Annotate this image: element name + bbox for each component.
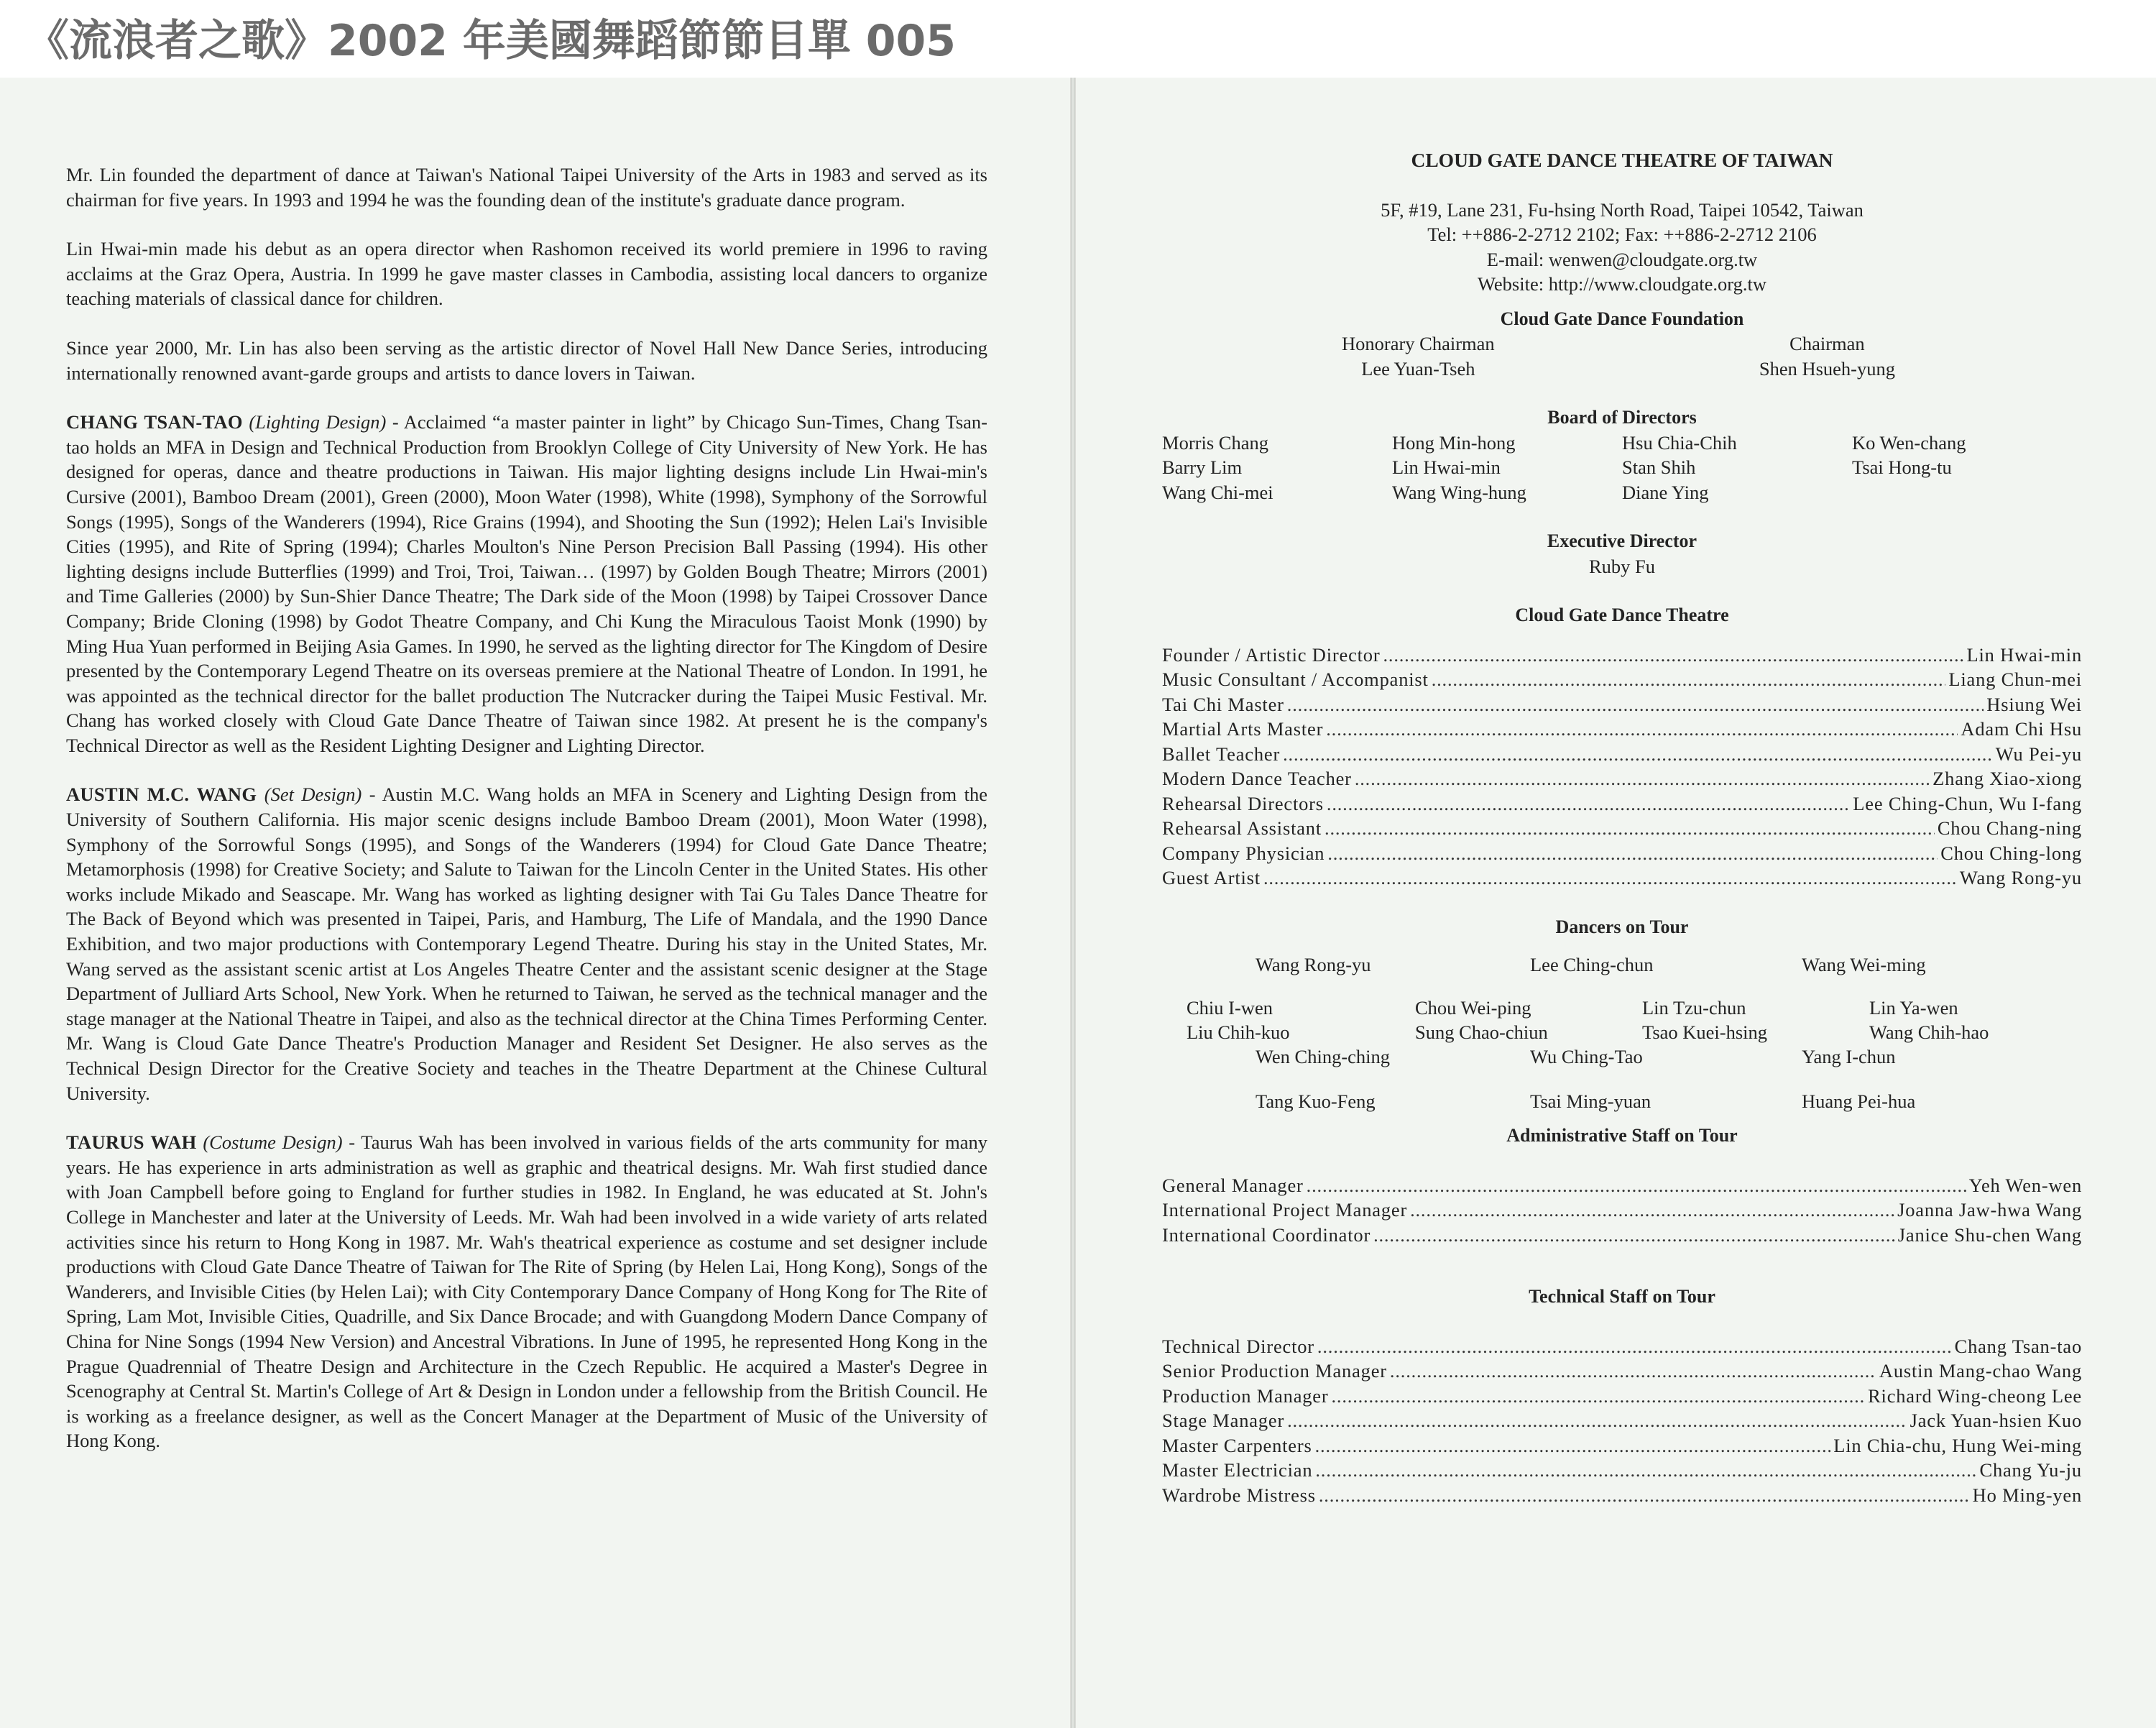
org-name: CLOUD GATE DANCE THEATRE OF TAIWAN [1411,149,1833,171]
dancer-name: Wu Ching-Tao [1530,1046,1643,1067]
board-member: Barry Lim [1162,456,1243,478]
intro-paragraph: Mr. Lin founded the department of dance at Taiwan's National Taipei University of the Arts in 1983 and served as its chairman for five years. In 1993 and 1994 he was the founding dean of the institute's graduate dance program. [66,164,987,211]
dancer-name: Tsai Ming-yuan [1530,1090,1651,1112]
dancer-name: Lin Ya-wen [1869,997,1958,1019]
board-member: Hong Min-hong [1392,431,1516,454]
role-name: Zhang Xiao-xiong [1932,768,2082,789]
board-member: Tsai Hong-tu [1852,456,1952,478]
dancers-list [1162,939,2082,1123]
bio-role: (Lighting Design) [249,411,387,433]
right-column [1162,148,2082,1507]
role-row [1162,1433,2082,1458]
role-row [1162,1384,2082,1409]
left-page [0,78,1071,1728]
dancer-name: Yang I-chun [1802,1046,1896,1067]
role-name: Hsiung Wei [1986,693,2082,715]
email-line: E-mail: wenwen@cloudgate.org.tw [1486,248,1758,270]
chairman [1759,331,1895,381]
role-title: Senior Production Manager [1162,1360,1387,1382]
role-name: Chang Tsan-tao [1954,1335,2082,1357]
theatre-roles [1162,643,2082,891]
role-name: Wu Pei-yu [1995,743,2082,765]
role-name: Jack Yuan-hsien Kuo [1909,1410,2082,1431]
technical-heading: Technical Staff on Tour [1529,1286,1715,1307]
admin-heading: Administrative Staff on Tour [1506,1125,1738,1146]
role-title: Founder / Artistic Director [1162,643,1381,666]
role-title: Stage Manager [1162,1410,1285,1431]
dancer-name: Wang Rong-yu [1256,954,1371,975]
dancer-name: Huang Pei-hua [1802,1090,1916,1112]
role-name: Chou Ching-long [1940,842,2082,864]
left-column [66,162,987,1478]
role-name: Lin Chia-chu, Hung Wei-ming [1833,1434,2082,1456]
board-member: Wang Chi-mei [1162,481,1273,503]
role-row [1162,1173,2082,1198]
role-row [1162,717,2082,742]
role-row [1162,766,2082,791]
bio-name: AUSTIN M.C. WANG [66,783,257,806]
board-member: Wang Wing-hung [1392,481,1526,503]
dancer-name: Chou Wei-ping [1415,997,1531,1019]
phone-line: Tel: ++886-2-2712 2102; Fax: ++886-2-2712 2106 [1427,224,1817,245]
role-name: Joanna Jaw-hwa Wang [1897,1199,2082,1221]
bio-role: (Set Design) [264,783,362,806]
role-name: Wang Rong-yu [1959,867,2082,888]
bio-text: - Taurus Wah has been involved in various fields of the arts community for many years. He has experience in arts administration as well as graphic and theatrical designs. Mr. Wah first studied dance with Joan Campbell before going to England for further studies in 1982. In England, he was educated at St. John's College in Manchester and later at the University of Leeds. Mr. Wah had been involved in a wide variety of arts related activities since his return to Hong Kong in 1987. Mr. Wah's theatrical experience as costume and set designer include productions with Cloud Gate Dance Theatre of Taiwan for The Rite of Spring (by Helen Lai, Hong Kong), Songs of the Wanderers, and Invisible Cities (by Helen Lai); with City Contemporary Dance Company of Hong Kong for The Rite of Spring, Lam Mot, Invisible Cities, Quadrille, and Six Dance Brocade; and with Guangdong Modern Dance Company of China for Nine Songs (1994 New Version) and Ancestral Vibrations. In June of 1995, he represented Hong Kong in the Prague Quadrennial of Theatre Design and Architecture in the Czech Republic. He acquired a Master's Degree in Scenography at Central St. Martin's College of Art & Design in London under a fellowship from the British Council. He is working as a freelance designer, as well as the Concert Manager at the Department of Music of the University of Hong Kong. [66,1131,987,1452]
role-name: Lin Hwai-min [1966,643,2082,666]
role-row [1162,816,2082,841]
role-title: Wardrobe Mistress [1162,1484,1316,1506]
role-name: Austin Mang-chao Wang [1879,1360,2082,1382]
executive-heading: Executive Director [1547,530,1697,551]
role-row [1162,1408,2082,1433]
role-row [1162,692,2082,717]
theatre-heading: Cloud Gate Dance Theatre [1515,605,1729,625]
dancer-name: Wang Chih-hao [1869,1021,1989,1043]
foundation-officers [1162,331,2082,381]
role-title: Master Carpenters [1162,1434,1312,1456]
document-title: 《流浪者之歌》2002 年美國舞蹈節節目單 005 [26,16,957,66]
role-row [1162,791,2082,817]
role-name: Chang Yu-ju [1979,1459,2082,1481]
role-row [1162,742,2082,767]
intro-paragraph: Since year 2000, Mr. Lin has also been serving as the artistic director of Novel Hall New Dance Series, introducing internationally renowned avant-garde groups and artists to dance lovers in Taiwan. [66,336,987,384]
role-name: Yeh Wen-wen [1968,1174,2082,1196]
officer-name: Lee Yuan-Tseh [1361,357,1475,380]
executive-name: Ruby Fu [1588,555,1656,577]
role-title: Guest Artist [1162,867,1261,888]
role-title: Ballet Teacher [1162,743,1281,765]
foundation-heading: Cloud Gate Dance Foundation [1500,308,1744,329]
officer-name: Shen Hsueh-yung [1759,357,1895,380]
role-row [1162,643,2082,668]
intro-paragraph: Lin Hwai-min made his debut as an opera director when Rashomon received its world premiere in 1996 to raving acclaims at the Graz Opera, Austria. In 1999 he gave master classes in Cambodia, assisting local dancers to organize teaching materials of classical dance for children. [66,238,987,310]
right-page [1075,78,2156,1728]
role-title: Martial Arts Master [1162,718,1324,740]
role-name: Adam Chi Hsu [1961,718,2082,740]
board-members [1162,431,2082,505]
technical-roles [1162,1334,2082,1508]
board-heading: Board of Directors [1547,407,1697,428]
role-title: International Coordinator [1162,1223,1371,1246]
role-row [1162,1334,2082,1359]
role-title: Rehearsal Assistant [1162,817,1322,839]
role-row [1162,1198,2082,1223]
role-title: International Project Manager [1162,1199,1408,1221]
bio-role: (Costume Design) [203,1131,343,1154]
role-title: General Manager [1162,1174,1304,1196]
role-name: Liang Chun-mei [1948,668,2082,690]
dancer-name: Tang Kuo-Feng [1256,1090,1376,1112]
role-title: Rehearsal Directors [1162,792,1324,814]
role-row [1162,667,2082,692]
dancer-name: Tsao Kuei-hsing [1642,1021,1768,1043]
bio-austin-wang [66,782,987,1106]
role-row [1162,1458,2082,1483]
role-name: Ho Ming-yen [1972,1484,2082,1506]
role-title: Master Electrician [1162,1459,1313,1481]
role-title: Modern Dance Teacher [1162,768,1352,789]
role-name: Janice Shu-chen Wang [1897,1223,2082,1246]
dancer-name: Sung Chao-chiun [1415,1021,1548,1043]
admin-roles [1162,1173,2082,1248]
dancer-name: Liu Chih-kuo [1187,1021,1290,1043]
role-row [1162,841,2082,866]
role-row [1162,1223,2082,1248]
bio-chang-tsan-tao [66,410,987,758]
board-member: Stan Shih [1622,456,1696,478]
bio-text: - Austin M.C. Wang holds an MFA in Scenery and Lighting Design from the University of Southern California. His major scenic designs include Bamboo Dream (2001), Moon Water (1998), Symphony of the Sorrowful Songs (1995), and Songs of the Wanderers (1994) for Cloud Gate Dance Theatre; Metamorphosis (1998) for Creative Society; and Salute to Taiwan for the Lincoln Center in the United States. His other works include Mikado and Seascape. Mr. Wang has worked as lighting designer with Tai Gu Tales Dance Theatre for The Back of Beyond which was presented in Taipei, Paris, and Hamburg, The Life of Mandala, and the 1990 Dance Exhibition, and two major productions with Contemporary Legend Theatre. During his stay in the United States, Mr. Wang served as the assistant scenic artist at Los Angeles Theatre Center and the assistant scenic designer at the Stage Department of Julliard Arts School, New York. When he returned to Taiwan, he served as the technical manager and the stage manager at the National Theatre in Taipei, and also as the technical director at the China Times Performing Center. Mr. Wang is Cloud Gate Dance Theatre's Production Manager and Resident Set Designer. He also serves as the Technical Design Director for the Creative Society and teaches in the Theatre Department at the Chinese Cultural University. [66,783,988,1104]
bio-text: - Acclaimed “a master painter in light” by Chicago Sun-Times, Chang Tsan-tao holds an MFA in Design and Technical Production from Brooklyn College of City University of New York. He has designed for operas, dance and theatre productions in Taiwan. His major lighting designs include Lin Hwai-min's Cursive (2001), Bamboo Dream (2001), Green (2000), Moon Water (1998), White (1998), Symphony of the Sorrowful Songs (1995), Songs of the Wanderers (1994), Rice Grains (1994), and Shooting the Sun (1992); Helen Lai's Invisible Cities (1995), and Rite of Spring (1994); Charles Moulton's Nine Person Precision Ball Passing (1994). His other lighting designs include Butterflies (1999) and Troi, Troi, Taiwan… (1997) by Golden Bough Theatre; Mirrors (2001) and Time Galleries (2000) by Sun-Shier Dance Theatre; The Dark side of the Moon (1998) by Taipei Crossover Dance Company; Bride Cloning (1998) by Godot Theatre Company, and Chi Kung the Miraculous Taoist Monk (1990) by Ming Hua Yuan performed in Beijing Asia Games. In 1990, he served as the lighting director for The Kingdom of Desire presented by the Contemporary Legend Theatre on its overseas premiere at the National Theatre of London. In 1991, he was appointed as the technical director for the ballet production The Nutcracker during the Taipei Music Festival. Mr. Chang has worked closely with Cloud Gate Dance Theatre of Taiwan since 1982. At present he is the company's Technical Director as well as the Resident Lighting Designer and Lighting Director. [66,411,988,756]
honorary-chairman [1342,331,1495,381]
bio-name: CHANG TSAN-TAO [66,411,243,433]
role-title: Music Consultant / Accompanist [1162,668,1429,690]
dancer-name: Wang Wei-ming [1802,954,1926,975]
role-name: Chou Chang-ning [1937,817,2082,839]
role-title: Production Manager [1162,1384,1329,1407]
role-row [1162,865,2082,891]
role-title: Company Physician [1162,842,1325,864]
dancer-name: Wen Ching-ching [1256,1046,1391,1067]
website-line: Website: http://www.cloudgate.org.tw [1478,273,1766,295]
board-member: Morris Chang [1162,431,1268,454]
role-title: Technical Director [1162,1335,1314,1357]
dancer-name: Chiu I-wen [1187,997,1273,1019]
role-row [1162,1483,2082,1508]
dancer-name: Lin Tzu-chun [1642,997,1746,1019]
board-member: Diane Ying [1622,481,1709,503]
address-line: 5F, #19, Lane 231, Fu-hsing North Road, Taipei 10542, Taiwan [1381,198,1864,221]
officer-title: Honorary Chairman [1342,333,1495,354]
dancer-name: Lee Ching-chun [1530,954,1654,975]
dancers-heading: Dancers on Tour [1555,916,1689,937]
role-row [1162,1359,2082,1384]
bio-name: TAURUS WAH [66,1131,197,1154]
board-member: Ko Wen-chang [1852,431,1966,454]
role-name: Lee Ching-Chun, Wu I-fang [1853,792,2082,814]
role-name: Richard Wing-cheong Lee [1868,1384,2082,1407]
officer-title: Chairman [1789,333,1865,354]
board-member: Hsu Chia-Chih [1622,431,1737,454]
bio-taurus-wah [66,1130,987,1453]
role-title: Tai Chi Master [1162,693,1284,715]
board-member: Lin Hwai-min [1392,456,1501,478]
